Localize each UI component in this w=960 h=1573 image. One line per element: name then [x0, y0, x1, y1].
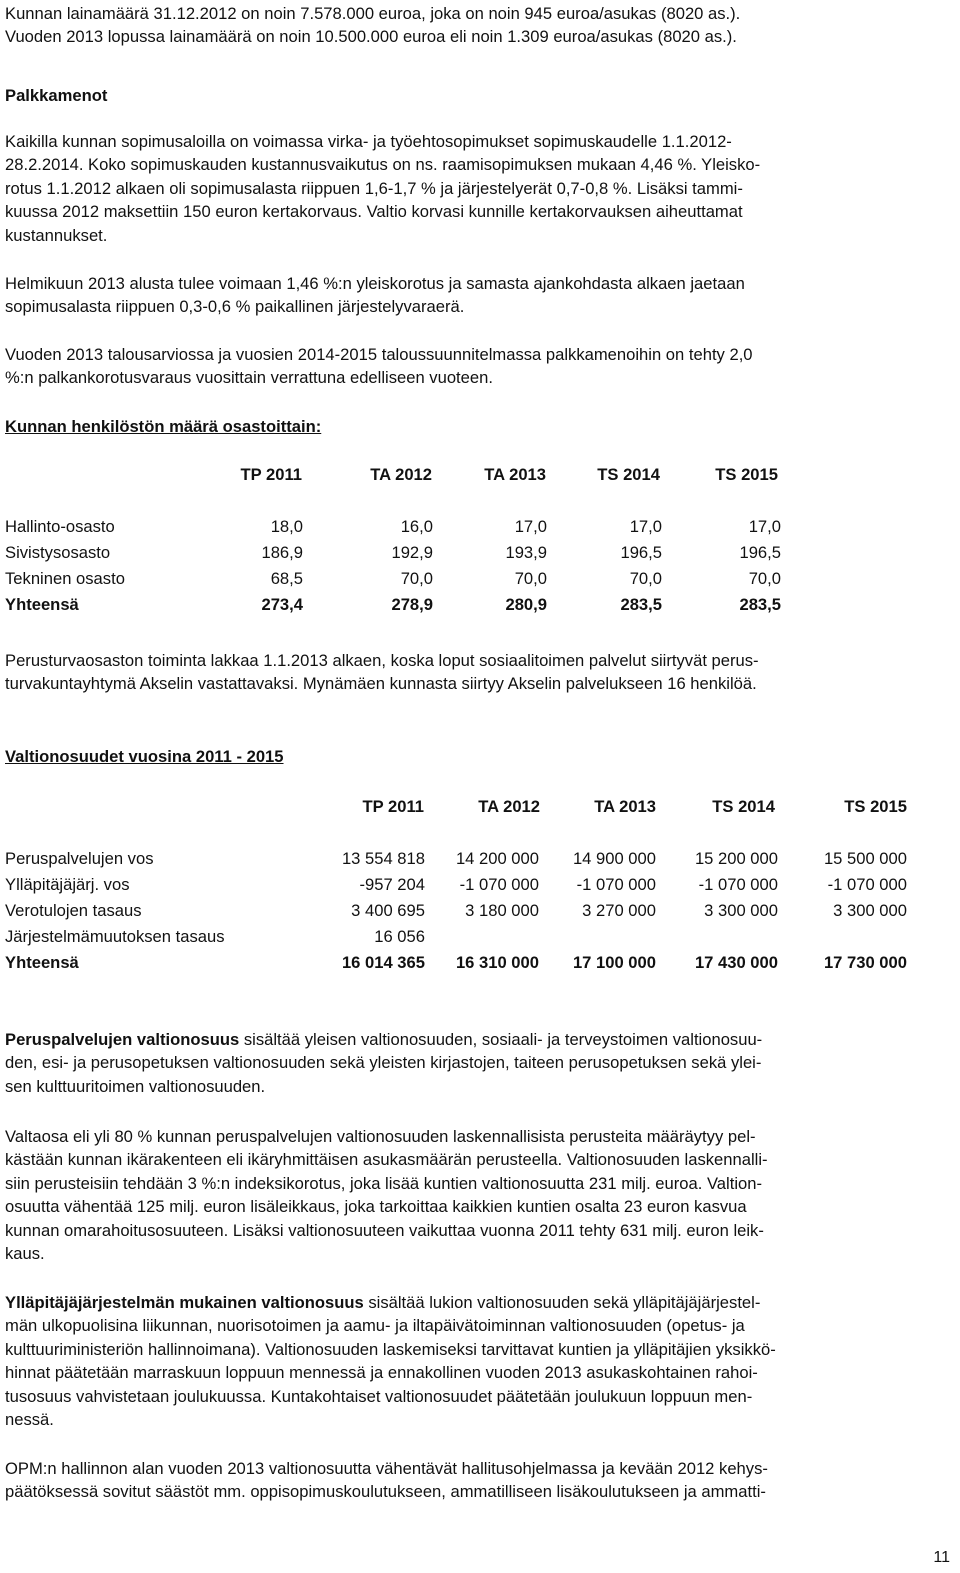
text-line: Kunnan lainamäärä 31.12.2012 on noin 7.578.000 euroa, joka on noin 945 euroa/asukas (8020 as.).	[5, 4, 741, 23]
column-header: TS 2015	[844, 797, 907, 816]
column-header: TS 2014	[597, 465, 660, 484]
text-line: siin perusteisiin tehdään 3 %:n indeksikorotus, joka lisää kuntien valtionosuutta 231 milj. euroa. Valtion-	[5, 1173, 762, 1193]
salary-paragraph-2	[5, 272, 950, 319]
text-line: kulttuuriministeriön hallinnoimana). Valtionosuuden laskemiseksi tarvittavat kuntien ja ylläpitäjien yksikkö-	[5, 1339, 776, 1359]
staff-note	[5, 649, 950, 696]
column-header: TP 2011	[240, 465, 302, 484]
table-cell: 3 270 000	[582, 901, 656, 920]
table-cell: 70,0	[400, 569, 433, 588]
text-line: hinnat päätetään marraskuun loppuun mennessä ja ennakollinen vuoden 2013 asukaskohtainen rahoi-	[5, 1363, 758, 1383]
row-label: Ylläpitäjäjärj. vos	[5, 875, 130, 894]
table-cell: -1 070 000	[827, 875, 907, 894]
table-cell: 70,0	[748, 569, 781, 588]
text-line: kästään kunnan ikärakenteen eli ikäryhmittäisen asukasmäärän perusteella. Valtionosuuden laskennalli-	[5, 1150, 768, 1170]
text-line	[5, 1291, 950, 1314]
table-cell: 280,9	[505, 595, 547, 614]
row-label: Yhteensä	[5, 953, 79, 972]
table-cell: 3 300 000	[704, 901, 778, 920]
column-header: TS 2014	[712, 797, 775, 816]
table-cell: 14 900 000	[572, 849, 656, 868]
text-line: sen kulttuuritoimen valtionosuuden.	[5, 1076, 266, 1096]
row-label: Järjestelmämuutoksen tasaus	[5, 927, 225, 946]
table-cell: -957 204	[359, 875, 425, 894]
text-line: %:n palkankorotusvaraus vuosittain verrattuna edelliseen vuoteen.	[5, 368, 493, 388]
text-line: Kaikilla kunnan sopimusaloilla on voimassa virka- ja työehtosopimukset sopimuskaudelle 1.1.2012-	[5, 132, 732, 151]
text-line	[5, 1028, 950, 1051]
text-line: Helmikuun 2013 alusta tulee voimaan 1,46 %:n yleiskorotus ja samasta ajankohdasta alkaen jaetaan	[5, 274, 745, 293]
maintainer-paragraph	[5, 1291, 950, 1431]
text-line: kustannukset.	[5, 225, 108, 245]
text-line: Vuoden 2013 lopussa lainamäärä on noin 10.500.000 euroa eli noin 1.309 euroa/asukas (8020 as.).	[5, 27, 737, 47]
table-cell: 16 056	[374, 927, 425, 946]
table-cell: 15 500 000	[823, 849, 907, 868]
loan-paragraph	[5, 2, 950, 49]
basic-services-paragraph	[5, 1028, 950, 1098]
table-cell: 17 100 000	[572, 953, 656, 972]
column-header: TA 2013	[484, 465, 546, 484]
text-line: OPM:n hallinnon alan vuoden 2013 valtionosuutta vähentävät hallitusohjelmassa ja kevään 2012 kehys-	[5, 1459, 768, 1478]
table-cell: 3 180 000	[465, 901, 539, 920]
column-header: TP 2011	[362, 797, 424, 816]
column-header: TA 2012	[370, 465, 432, 484]
table-cell: 18,0	[270, 517, 303, 536]
term-basic-services: Peruspalvelujen valtionosuus	[5, 1030, 240, 1049]
table-cell: 16 014 365	[341, 953, 425, 972]
section-heading-palkkamenot: Palkkamenot	[5, 86, 108, 105]
row-label: Tekninen osasto	[5, 569, 125, 588]
column-header: TS 2015	[715, 465, 778, 484]
table-cell: 70,0	[514, 569, 547, 588]
row-label: Hallinto-osasto	[5, 517, 115, 536]
table-cell: -1 070 000	[576, 875, 656, 894]
text-line: päätöksessä sovitut säästöt mm. oppisopimuskoulutukseen, ammatilliseen lisäkoulutukseen ja ammatti-	[5, 1482, 766, 1502]
text-line: Vuoden 2013 talousarviossa ja vuosien 2014-2015 taloussuunnitelmassa palkkamenoihin on tehty 2,0	[5, 345, 753, 364]
table-cell: 13 554 818	[341, 849, 425, 868]
row-label: Sivistysosasto	[5, 543, 111, 562]
row-label: Verotulojen tasaus	[5, 901, 142, 920]
text-line: nessä.	[5, 1410, 54, 1430]
text-line: 28.2.2014. Koko sopimuskauden kustannusvaikutus on ns. raamisopimuksen mukaan 4,46 %. Yleisko-	[5, 155, 761, 175]
text-line: turvakuntayhtymä Akselin vastattavaksi. Mynämäen kunnasta siirtyy Akselin palvelukseen 16 henkilöä.	[5, 674, 757, 694]
row-label: Peruspalvelujen vos	[5, 849, 154, 868]
salary-paragraph-1	[5, 130, 950, 247]
table-cell: 14 200 000	[455, 849, 539, 868]
table-cell: 15 200 000	[694, 849, 778, 868]
table-cell: 196,5	[739, 543, 781, 562]
table-cell: 70,0	[629, 569, 662, 588]
table-cell: 17,0	[629, 517, 662, 536]
opm-paragraph	[5, 1457, 950, 1504]
page-number: 11	[933, 1549, 950, 1566]
table-cell: 17,0	[748, 517, 781, 536]
table-cell: 17 430 000	[694, 953, 778, 972]
table-cell: -1 070 000	[459, 875, 539, 894]
text-line: män ulkopuolisina liikunnan, nuorisotoimen ja aamu- ja iltapäivätoiminnan valtionosuuden (opetus- ja	[5, 1316, 745, 1336]
row-label: Yhteensä	[5, 595, 79, 614]
text-line: kuussa 2012 maksettiin 150 euron kertakorvaus. Valtio korvasi kunnille kertakorvauksen aiheuttamat	[5, 202, 743, 222]
text-line: Perusturvaosaston toiminta lakkaa 1.1.2013 alkaen, koska loput sosiaalitoimen palvelut siirtyvät perus-	[5, 651, 759, 670]
column-header: TA 2012	[478, 797, 540, 816]
table-cell: 283,5	[739, 595, 781, 614]
text-line: sopimusalasta riippuen 0,3-0,6 % paikallinen järjestelyvaraerä.	[5, 297, 465, 317]
text-fragment: sisältää yleisen valtionosuuden, sosiaali- ja terveystoimen valtionosuu-	[239, 1030, 763, 1049]
salary-paragraph-3	[5, 343, 950, 390]
table-cell: 273,4	[261, 595, 303, 614]
table-cell: 3 400 695	[351, 901, 425, 920]
table-cell: 193,9	[505, 543, 547, 562]
table-cell: 68,5	[270, 569, 303, 588]
table-cell: 17 730 000	[823, 953, 907, 972]
table-cell: 278,9	[391, 595, 433, 614]
text-line: kaus.	[5, 1244, 45, 1264]
term-maintainer-system: Ylläpitäjäjärjestelmän mukainen valtionosuus	[5, 1293, 364, 1312]
text-fragment: sisältää lukion valtionosuuden sekä ylläpitäjäjärjestel-	[363, 1293, 761, 1312]
text-line: Valtaosa eli yli 80 % kunnan peruspalvelujen valtionosuuden laskennallisista perusteita määräytyy pel-	[5, 1127, 756, 1146]
text-line: tusosuus vahvistetaan joulukuussa. Kuntakohtaiset valtionosuudet päätetään joulukuun loppuun men-	[5, 1386, 753, 1406]
column-header: TA 2013	[594, 797, 656, 816]
table-cell: 17,0	[514, 517, 547, 536]
table-cell: 186,9	[261, 543, 303, 562]
table-cell: 283,5	[620, 595, 662, 614]
table-cell: 192,9	[391, 543, 433, 562]
table-cell: -1 070 000	[698, 875, 778, 894]
table-cell: 16 310 000	[455, 953, 539, 972]
text-line: rotus 1.1.2012 alkaen oli sopimusalasta riippuen 1,6-1,7 % ja järjestelyerät 0,7-0,8 %. Lisäksi tammi-	[5, 178, 743, 198]
table-cell: 3 300 000	[833, 901, 907, 920]
table-cell: 196,5	[620, 543, 662, 562]
text-line: den, esi- ja perusopetuksen valtionosuuden sekä yleisten kirjastojen, taiteen perusopetuksen sekä ylei-	[5, 1053, 762, 1073]
section-heading-staff: Kunnan henkilöstön määrä osastoittain:	[5, 417, 322, 436]
text-line: kunnan omarahoitusosuuteen. Lisäksi valtionosuuteen vaikuttaa vuonna 2011 tehty 631 milj. euron leik-	[5, 1220, 764, 1240]
table-cell: 16,0	[400, 517, 433, 536]
text-line: osuutta vähentää 125 milj. euron lisäleikkaus, joka tarkoittaa kaikkien kuntien osalta 23 euron kasvua	[5, 1197, 747, 1217]
majority-paragraph	[5, 1125, 950, 1265]
section-heading-grants: Valtionosuudet vuosina 2011 - 2015	[5, 747, 284, 766]
